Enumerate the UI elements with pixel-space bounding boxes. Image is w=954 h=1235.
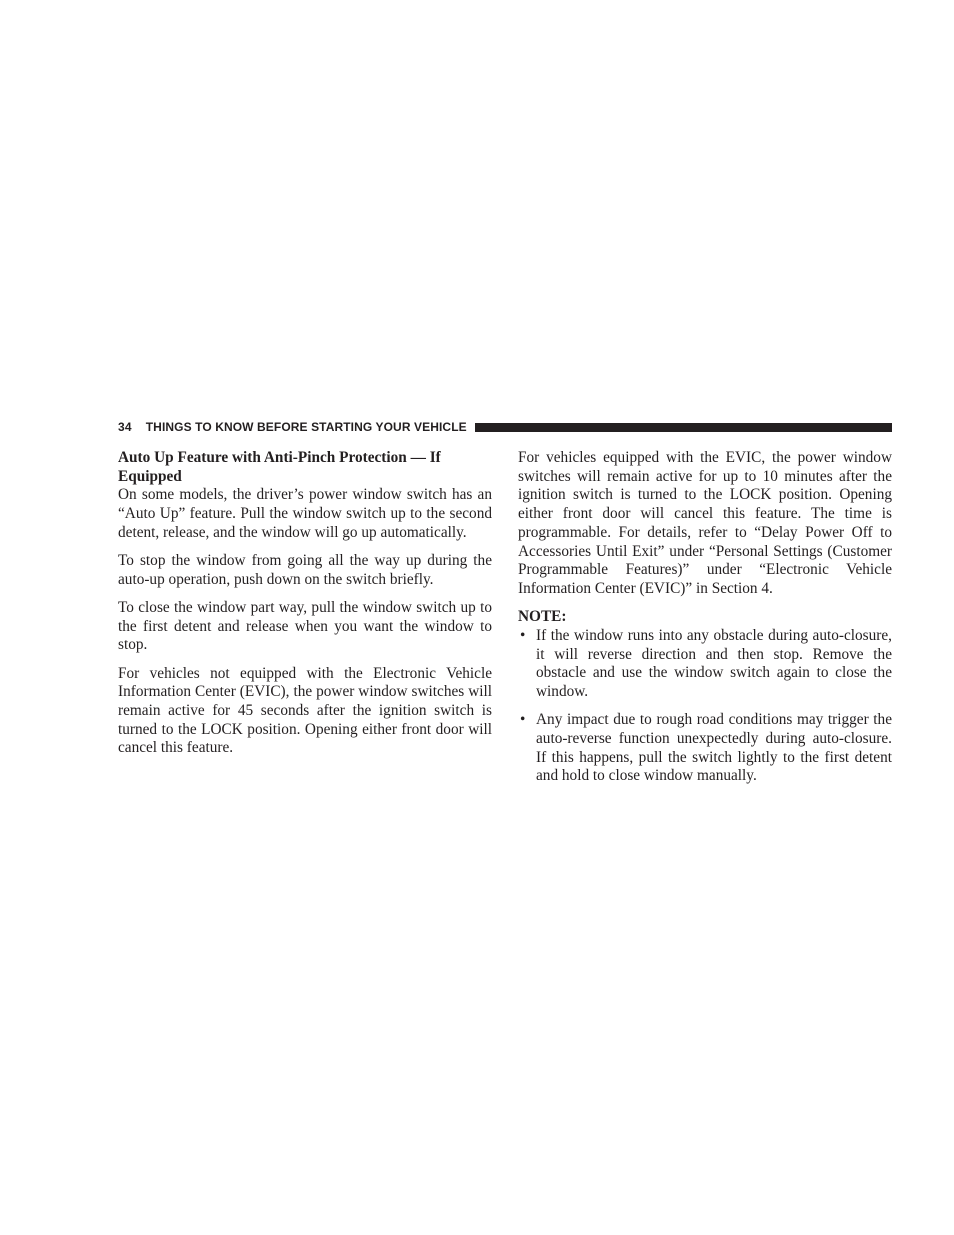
paragraph: To stop the window from going all the way up during the auto-up operation, push down on the switch briefly.: [118, 552, 492, 588]
paragraph: On some models, the driver’s power window switch has an “Auto Up” feature. Pull the window switch up to the second detent, release, and the window will go up automatically.: [118, 486, 492, 541]
bullet-icon: •: [520, 626, 526, 644]
page-number: 34: [118, 420, 132, 434]
page-header: [118, 419, 892, 435]
paragraph: For vehicles equipped with the EVIC, the power window switches will remain active for up to 10 minutes after the ignition switch is turned to the LOCK position. Opening either front door will cancel this feature. The time is programmable. For details, refer to “Delay Power Off to Accessories Until Exit” under “Personal Settings (Customer Programmable Features)” under “Electronic Vehicle Information Center (EVIC)” in Section 4.: [518, 449, 892, 597]
list-item-text: If the window runs into any obstacle during auto-closure, it will reverse direction and then stop. Remove the obstacle and use the window switch again to close the window.: [536, 626, 892, 700]
note-label: NOTE:: [518, 608, 567, 626]
section-heading: Auto Up Feature with Anti-Pinch Protection — If Equipped: [118, 449, 441, 485]
list-item-text: Any impact due to rough road conditions may trigger the auto-reverse function unexpectedly during auto-closure. If this happens, pull the switch lightly to the first detent and hold to close window manually.: [536, 711, 892, 785]
section-title: THINGS TO KNOW BEFORE STARTING YOUR VEHICLE: [145, 420, 467, 434]
list-item: [518, 627, 892, 702]
bullet-icon: •: [520, 711, 526, 729]
left-column: [118, 449, 492, 768]
note-list: [518, 627, 892, 786]
paragraph: For vehicles not equipped with the Electronic Vehicle Information Center (EVIC), the power window switches will remain active for 45 seconds after the ignition switch is turned to the LOCK position. Opening either front door will cancel this feature.: [118, 664, 492, 757]
right-column: [518, 449, 892, 795]
paragraph: To close the window part way, pull the window switch up to the first detent and release when you want the window to stop.: [118, 598, 492, 654]
list-item: [518, 711, 892, 786]
header-rule: [475, 423, 892, 432]
